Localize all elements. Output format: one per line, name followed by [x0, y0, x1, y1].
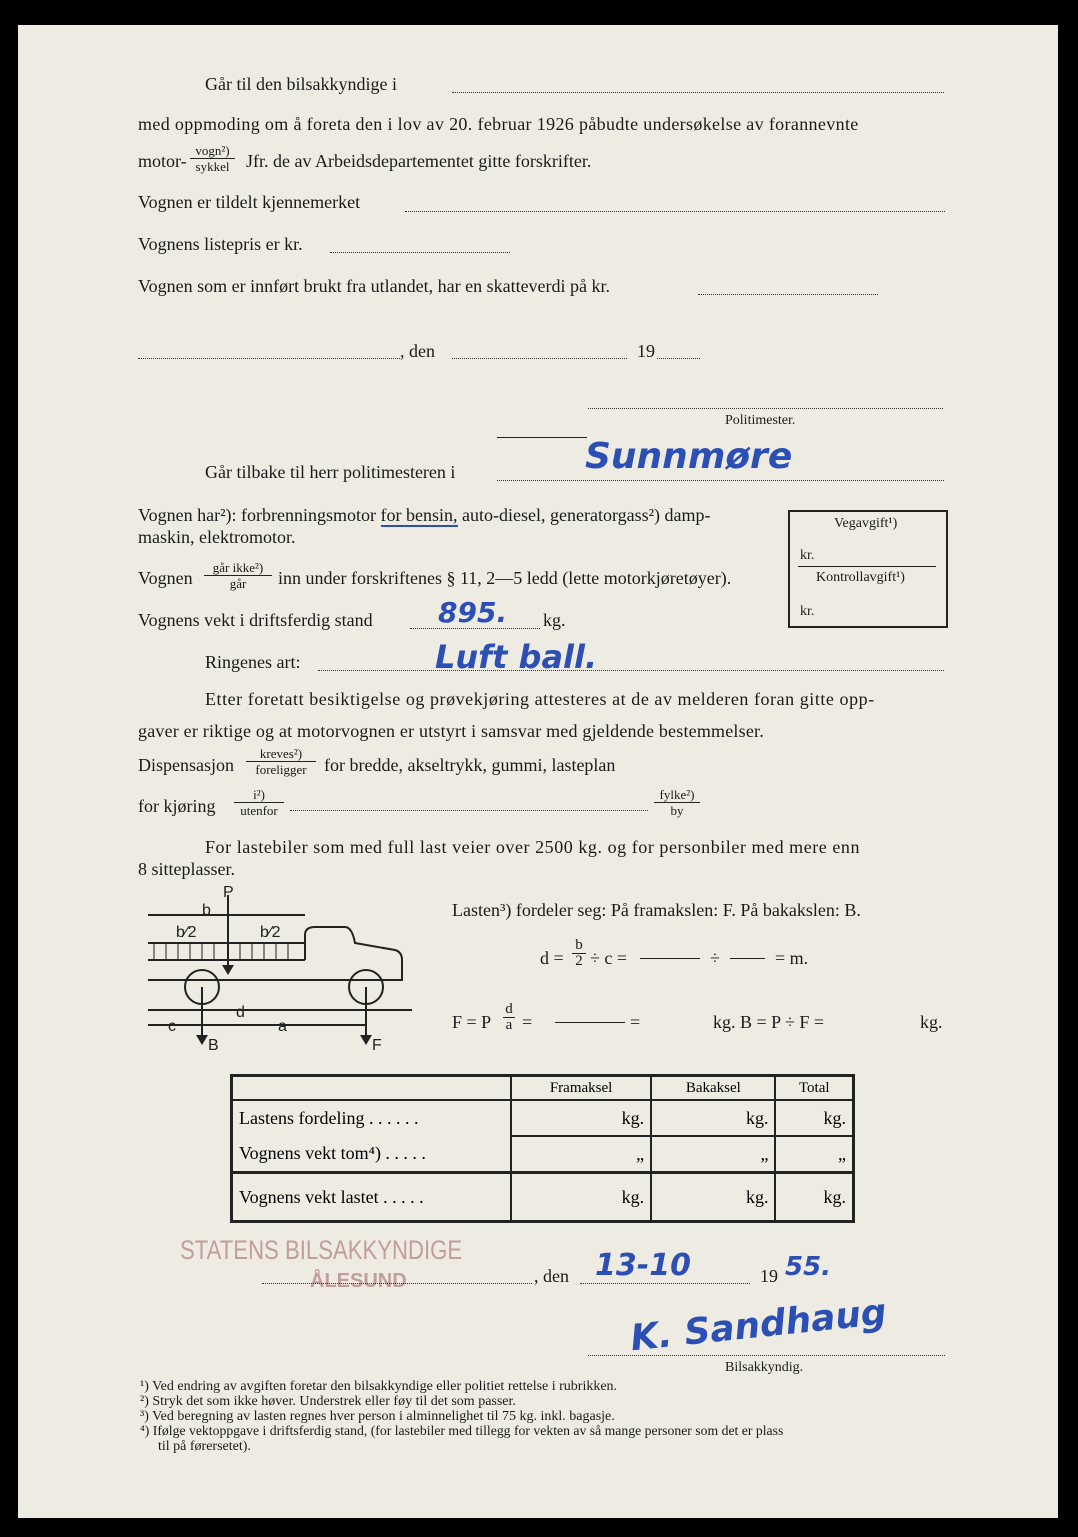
- return-label: Går tilbake til herr politimesteren i: [205, 462, 456, 482]
- cell-unit[interactable]: kg.: [651, 1100, 775, 1136]
- weight-value: 895.: [438, 596, 508, 629]
- signoff-date: 13-10: [595, 1248, 691, 1283]
- formula-eq-2: =: [630, 1012, 641, 1032]
- table-row: [232, 1173, 854, 1222]
- diagram-P: P: [223, 885, 234, 901]
- diagram-F: F: [372, 1037, 382, 1054]
- regulation-ref: Jfr. de av Arbeidsdepartementet gitte forskrifter.: [246, 151, 592, 171]
- cell-unit[interactable]: „: [511, 1136, 651, 1173]
- diagram-B: B: [208, 1037, 219, 1054]
- heavy-line-1: For lastebiler som med full last veier over 2500 kg. og for personbiler med mere enn: [205, 837, 861, 857]
- control-fee-kr: kr.: [800, 604, 815, 619]
- formula-blank-1: [640, 958, 700, 959]
- motor-prefix: motor-: [138, 151, 187, 171]
- return-value: Sunnmøre: [585, 436, 793, 477]
- divider: [497, 437, 587, 438]
- date-field[interactable]: [452, 358, 627, 359]
- control-fee-label: Kontrollavgift¹): [816, 570, 905, 585]
- cell-unit[interactable]: kg.: [511, 1173, 651, 1222]
- table-row: [232, 1100, 854, 1136]
- signoff-title: Bilsakkyndig.: [725, 1360, 804, 1375]
- plate-field[interactable]: [405, 211, 945, 212]
- year-label: 19: [637, 341, 655, 361]
- load-distribution-text: Lasten³) fordeler seg: På framakslen: F. På bakakslen: B.: [452, 900, 861, 920]
- col-total: Total: [775, 1076, 853, 1101]
- formula-eq-1: =: [522, 1012, 533, 1032]
- list-price-field[interactable]: [330, 252, 510, 253]
- tires-value: Luft ball.: [435, 638, 598, 676]
- dispensation-prefix: Dispensasjon: [138, 755, 234, 775]
- tax-value-label: Vognen som er innført brukt fra utlandet, har en skatteverdi på kr.: [138, 276, 611, 296]
- signature: K. Sandhaug: [628, 1291, 889, 1360]
- weight-label: Vognens vekt i driftsferdig stand: [138, 610, 373, 630]
- road-fee-kr: kr.: [800, 548, 815, 563]
- col-rear-axle: Bakaksel: [651, 1076, 775, 1101]
- formula-d: d =: [540, 948, 564, 968]
- tax-value-field[interactable]: [698, 294, 878, 295]
- stamp-line-2: ÅLESUND: [310, 1270, 407, 1292]
- dispensation-fraction: kreves²) foreligger: [246, 746, 316, 777]
- dispensation-text: for bredde, akseltrykk, gummi, lasteplan: [324, 755, 616, 775]
- date-label: , den: [400, 341, 435, 361]
- weight-unit: kg.: [543, 610, 566, 630]
- footnote-4: ⁴) Ifølge vektoppgave i driftsferdig stand, (for lastebiler med tillegg for vekten av så mange personer som det er plass: [140, 1424, 784, 1439]
- footnote-4-cont: til på førersetet).: [158, 1439, 251, 1454]
- tires-label: Ringenes art:: [205, 652, 301, 672]
- request-text: med oppmoding om å foreta den i lov av 20. februar 1926 påbudte undersøkelse av forannevnte: [138, 114, 859, 134]
- plate-label: Vognen er tildelt kjennemerket: [138, 192, 361, 212]
- year-field[interactable]: [657, 358, 700, 359]
- drive-prefix: for kjøring: [138, 796, 216, 816]
- engine-text-2: maskin, elektromotor.: [138, 527, 296, 547]
- signoff-den: , den: [534, 1266, 569, 1286]
- cell-unit[interactable]: kg.: [511, 1100, 651, 1136]
- place-field-2[interactable]: [262, 1283, 532, 1284]
- signoff-date-field[interactable]: [580, 1283, 750, 1284]
- d-over-a: $\frac{d}{a}$: [503, 1002, 515, 1033]
- region-fraction: fylke²) by: [654, 787, 700, 818]
- list-price-label: Vognens listepris er kr.: [138, 234, 303, 254]
- diagram-b-half-1: b⁄2: [176, 924, 197, 941]
- light-vehicle-text: inn under forskriftenes § 11, 2—5 ledd (lette motorkjøretøyer).: [278, 568, 732, 588]
- footnote-1: ¹) Ved endring av avgiften foretar den bilsakkyndige eller politiet rettelse i rubrikken.: [140, 1379, 618, 1394]
- diagram-b-half-2: b⁄2: [260, 924, 281, 941]
- fee-box: [788, 510, 948, 628]
- place-field[interactable]: [138, 358, 400, 359]
- signoff-year-prefix: 19: [760, 1266, 778, 1286]
- cell-unit[interactable]: kg.: [775, 1100, 853, 1136]
- engine-underlined: for bensin,: [380, 505, 458, 525]
- cell-unit[interactable]: „: [775, 1136, 853, 1173]
- col-front-axle: Framaksel: [511, 1076, 651, 1101]
- b-over-2: $\frac{b}{2}$: [572, 938, 586, 969]
- formula-minus-c: ÷ c =: [590, 948, 628, 968]
- light-vehicle-prefix: Vognen: [138, 568, 193, 588]
- drive-fraction: i²) utenfor: [234, 787, 284, 818]
- row-label: Vognens vekt lastet . . . . .: [232, 1173, 512, 1222]
- attest-line-1: Etter foretatt besiktigelse og prøvekjøring attesteres at de av melderen foran gitte opp-: [205, 689, 875, 709]
- heavy-line-2: 8 sitteplasser.: [138, 859, 235, 879]
- attest-line-2: gaver er riktige og at motorvognen er utstyrt i samsvar med gjeldende bestemmelser.: [138, 721, 764, 741]
- light-vehicle-fraction: går ikke²) går: [204, 560, 272, 591]
- tires-field[interactable]: [318, 670, 944, 671]
- formula-blank-3: [555, 1022, 625, 1023]
- drive-field[interactable]: [290, 810, 648, 811]
- stamp-line-1: STATENS BILSAKKYNDIGE: [180, 1235, 463, 1265]
- inspector-label: Går til den bilsakkyndige i: [205, 74, 397, 94]
- footnote-2: ²) Stryk det som ikke høver. Understrek eller føy til det som passer.: [140, 1394, 516, 1409]
- diagram-b: b: [202, 902, 211, 919]
- cell-unit[interactable]: „: [651, 1136, 775, 1173]
- motor-type-fraction: vogn²) sykkel: [190, 143, 235, 174]
- cell-unit[interactable]: kg.: [775, 1173, 853, 1222]
- police-signature-field[interactable]: [588, 408, 943, 409]
- inspector-field[interactable]: [452, 92, 944, 93]
- return-field[interactable]: [497, 480, 944, 481]
- engine-text: Vognen har²): forbrenningsmotor for bensin, auto-diesel, generatorgass²) damp-: [138, 505, 711, 525]
- formula-div: ÷: [710, 948, 720, 968]
- road-fee-label: Vegavgift¹): [834, 516, 898, 531]
- load-table: [230, 1074, 855, 1223]
- diagram-a: a: [278, 1018, 287, 1035]
- cell-unit[interactable]: kg.: [651, 1173, 775, 1222]
- formula-kg: kg.: [920, 1012, 943, 1032]
- formula-m: = m.: [775, 948, 809, 968]
- fee-divider: [798, 566, 936, 567]
- diagram-c: c: [168, 1018, 176, 1035]
- row-label: Lastens fordeling . . . . . .: [232, 1100, 512, 1136]
- formula-F: F = P: [452, 1012, 492, 1032]
- footnote-3: ³) Ved beregning av lasten regnes hver person i alminnelighet til 75 kg. inkl. bagasje.: [140, 1409, 615, 1424]
- formula-B: kg. B = P ÷ F =: [713, 1012, 825, 1032]
- police-title: Politimester.: [725, 413, 796, 428]
- diagram-d: d: [236, 1004, 245, 1021]
- load-diagram: [140, 885, 415, 1055]
- signoff-year: 55.: [785, 1252, 832, 1282]
- row-label: Vognens vekt tom⁴) . . . . .: [232, 1136, 512, 1173]
- formula-blank-2: [730, 958, 765, 959]
- table-row: [232, 1136, 854, 1173]
